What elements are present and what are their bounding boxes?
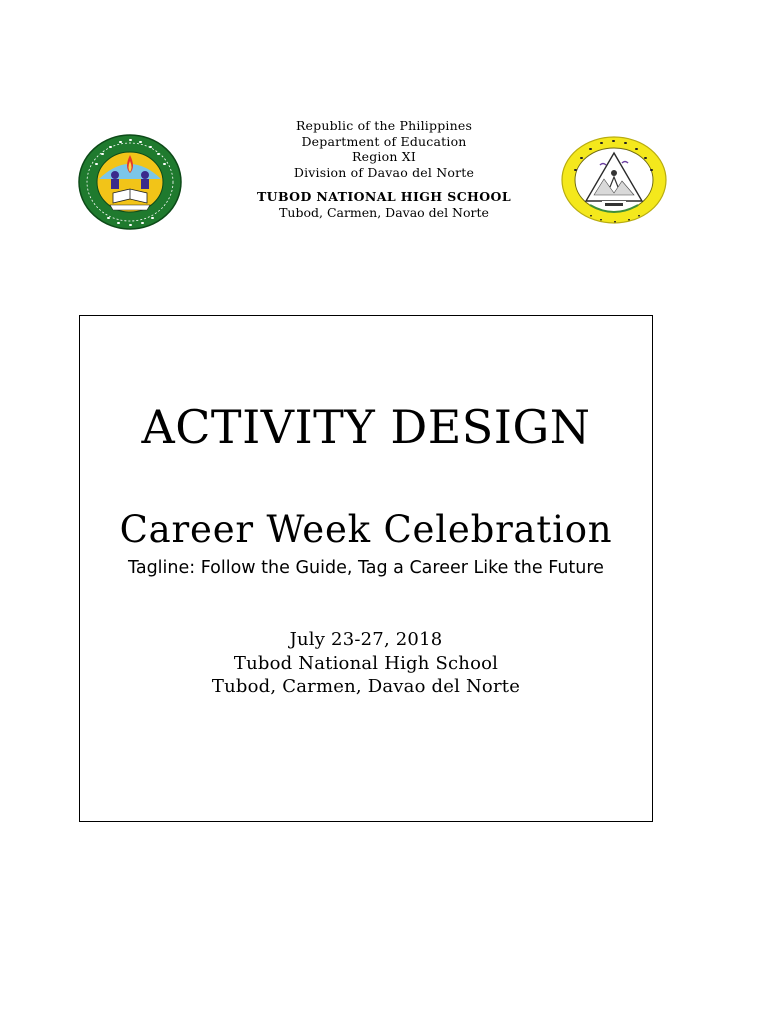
school-name: TUBOD NATIONAL HIGH SCHOOL [256, 189, 512, 204]
event-name: Career Week Celebration [119, 508, 613, 551]
document-title: ACTIVITY DESIGN [141, 400, 591, 454]
event-venue: Tubod National High School [233, 652, 499, 674]
school-address: Tubod, Carmen, Davao del Norte [279, 205, 489, 220]
event-date: July 23-27, 2018 [289, 629, 443, 650]
activity-design-box [79, 315, 653, 822]
event-tagline: Tagline: Follow the Guide, Tag a Career Like the Future [128, 558, 604, 578]
event-details [80, 628, 652, 699]
letterhead-region: Region XI [352, 149, 416, 164]
letterhead-department: Department of Education [301, 133, 467, 149]
letterhead-country: Republic of the Philippines [295, 118, 473, 133]
letterhead-division: Division of Davao del Norte [293, 164, 475, 180]
event-address: Tubod, Carmen, Davao del Norte [211, 676, 521, 697]
letterhead [0, 118, 768, 220]
